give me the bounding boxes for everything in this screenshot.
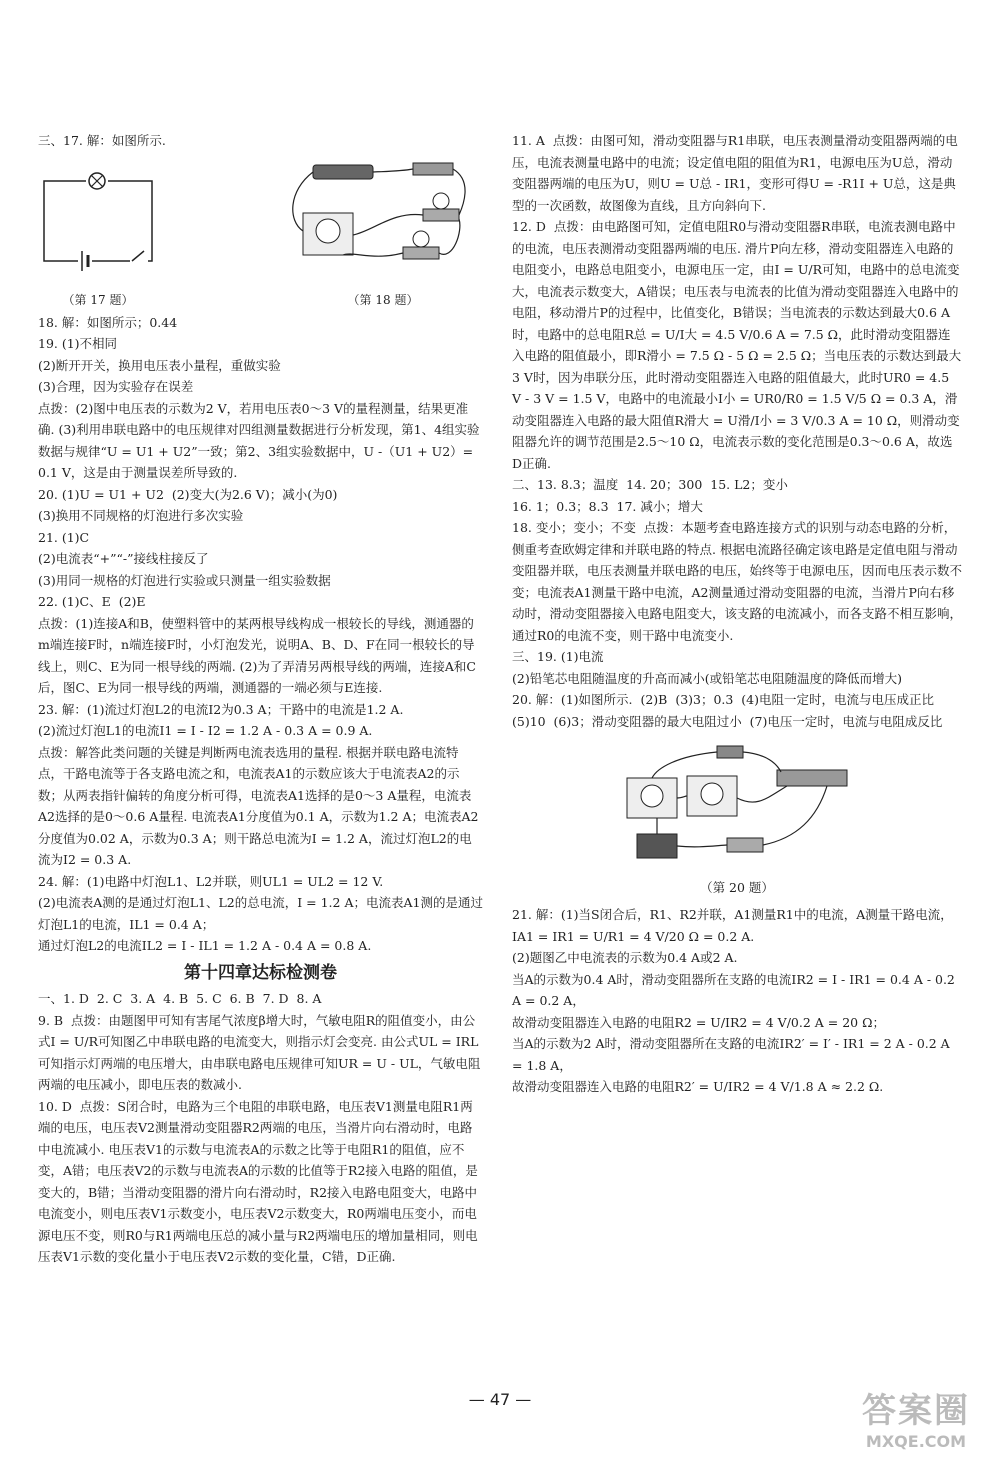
- q19-2: (2)铅笔芯电阻随温度的升高而减小(或铅笔芯电阻随温度的降低而增大): [512, 670, 902, 686]
- q21-1: 21. (1)C: [38, 529, 90, 545]
- q21-2: (2)电流表“+”“-”接线柱接反了: [38, 551, 209, 566]
- left-column: [38, 130, 483, 1268]
- q23-2: (2)流过灯泡L1的电流I1 = I - I2 = 1.2 A - 0.3 A = 0.9 A.: [38, 723, 373, 738]
- q24-1: 24. 解：(1)电路中灯泡L1、L2并联，则UL1 = UL2 = 12 V.: [38, 873, 384, 889]
- q16-17: 16. 1；0.3；8.3 17. 减小；增大: [512, 498, 703, 514]
- q19-2: (2)断开开关，换用电压表小量程，重做实验: [38, 357, 281, 373]
- q20-3: (3)换用不同规格的灯泡进行多次实验: [38, 508, 244, 523]
- section-title: 第十四章达标检测卷: [184, 962, 337, 983]
- q22-hint: 点拨：(1)连接A和B，使塑料管中的某两根导线构成一根较长的导线，测通器的m端连接F时，n端连接F时，小灯泡发光，说明A、B、D、F在同一根较长的导线上，则C、E为同一根导线的两端. (2)为了弄清另两根导线的两端，连接A和C后，图C、E为同一根导线的两端，测通器的一端必须与E连接.: [38, 615, 476, 695]
- q10: 10. D 点拨：S闭合时，电路为三个电阻的串联电路，电压表V1测量电阻R1两端的电压，电压表V2测量滑动变阻器R2两端的电压，当滑片向右滑动时，电路中电流减小. 电压表V1的示数与电流表A的示数之比等于电阻R1的阻值，应不变，A错；电压表V2的示数与电流表A的示数的比值等于R2接入电路的阻值，是变大的，B错；当滑动变阻器的滑片向右滑动时，R2接入电路电阻变大，电路中电流变小，则电压表V1示数变小，电压表V2示数变大，R0两端电压变小，而电源电压不变，则R0与R1两端电压总的减小量与R2两端电压的增加量相同，则电压表V1示数的变化量小于电压表V2示数的变化量，C错，D正确.: [38, 1098, 478, 1264]
- figure-18: [283, 151, 483, 312]
- figure-20: [512, 738, 962, 898]
- q9: 9. B 点拨：由题图甲可知有害尾气浓度β增大时，气敏电阻R的阻值变小，由公式I = U/R可知图乙中串联电路的电流变大，则指示灯会变亮. 由公式UL = IRL可知指示灯两端的电压增大，由串联电路电压规律可知UR = U - UL，气敏电阻两端的电压减小，即电压表的数减小.: [38, 1012, 481, 1092]
- q19-hint: 点拨：(2)图中电压表的示数为2 V，若用电压表0～3 V的量程测量，结果更准确. (3)利用串联电路中的电压规律对四组测量数据进行分析发现，第1、4组实验数据与规律“U = U1 + U2”一致；第2、3组实验数据中，U -（U1 + U2）= 0.1 V，这是由于测量误差所导致的.: [38, 400, 480, 480]
- q21-4: 故滑动变阻器连入电路的电阻R2 = U/IR2 = 4 V/0.2 A = 20 Ω；: [512, 1014, 885, 1030]
- figure-row-17-18: [38, 152, 483, 312]
- q11: 11. A 点拨：由图可知，滑动变阻器与R1串联，电压表测量滑动变阻器两端的电压，电流表测量电路中的电流；设定值电阻的阻值为R1，电源电压为U总，滑动变阻器两端的电压为U，则U = U总 - IR1，变形可得U = -R1I + U总，这是典型的一次函数，故图像为直线，且方向斜向下.: [512, 133, 958, 213]
- q21-6: 故滑动变阻器连入电路的电阻R2′ = U/IR2 = 4 V/1.8 A ≈ 2.2 Ω.: [512, 1079, 884, 1094]
- q19-1: 19. (1)不相同: [38, 336, 118, 351]
- watermark-logo: 答案圈: [862, 1391, 970, 1431]
- circuit-diagram-17: [38, 171, 158, 281]
- figure-20-caption: （第 20 题）: [700, 879, 774, 895]
- q22: 22. (1)C、E (2)E: [38, 594, 146, 609]
- q19-3: (3)合理，因为实验存在误差: [38, 379, 194, 394]
- q21-3: (3)用同一规格的灯泡进行实验或只测量一组实验数据: [38, 572, 331, 588]
- q21-1: 21. 解：(1)当S闭合后，R1、R2并联，A1测量R1中的电流，A测量干路电流，IA1 = IR1 = U/R1 = 4 V/20 Ω = 0.2 A.: [512, 907, 953, 944]
- watermark-url: MXQE.COM: [865, 1432, 967, 1451]
- q20: 20. 解：(1)如图所示. (2)B (3)3；0.3 (4)电阻一定时，电流与电压成正比 (5)10 (6)3；滑动变阻器的最大电阻过小 (7)电压一定时，电流与电阻成反比: [512, 692, 943, 729]
- circuit-photo-20: [617, 738, 857, 868]
- page-number: — 47 —: [468, 1390, 532, 1409]
- figure-17: [38, 171, 158, 312]
- circuit-photo-18: [283, 151, 483, 281]
- right-column: [512, 130, 962, 1098]
- figure-18-caption: （第 18 题）: [347, 293, 419, 307]
- q12: 12. D 点拨：由电路图可知，定值电阻R0与滑动变阻器R串联，电流表测电路中的电流，电压表测滑动变阻器两端的电压. 滑片P向左移，滑动变阻器连入电路的电阻变小，电路总电阻变小，电源电压一定，由I = U/R可知，电路中的总电流变大，电流表示数变大，A错误；电压表与电流表的比值为滑动变阻器连入电路中的电阻，移动滑片P的过程中，比值变化，B错误；当电流表的示数达到最大0.6 A时，电路中的总电阻R总 = U/I大 = 4.5 V/0.6 A = 7.5 Ω，此时滑动变阻器连入电路的阻值最小，即R滑小 = 7.5 Ω - 5 Ω = 2.5 Ω；当电压表的示数达到最大3 V时，因为串联分压，此时滑动变阻器连入电路的阻值最大，此时UR0 = 4.5 V - 3 V = 1.5 V，电路中的电流最小I小 = UR0/R0 = 1.5 V/5 Ω = 0.3 A，滑动变阻器连入电路的最大阻值R滑大 = U滑/I小 = 3 V/0.3 A = 10 Ω，则滑动变阻器允许的调节范围是2.5～10 Ω，电流表示数的变化范围是0.3～0.6 A，故选D正确.: [512, 219, 962, 471]
- q24-2: (2)电流表A测的是通过灯泡L1、L2的总电流，I = 1.2 A；电流表A1测的是通过灯泡L1的电流，IL1 = 0.4 A；: [38, 895, 483, 932]
- q23-1: 23. 解：(1)流过灯泡L2的电流I2为0.3 A；干路中的电流是1.2 A.: [38, 701, 404, 717]
- q20-1: 20. (1)U = U1 + U2 (2)变大(为2.6 V)；减小(为0): [38, 486, 338, 502]
- q24-3: 通过灯泡L2的电流IL2 = I - IL1 = 1.2 A - 0.4 A = 0.8 A.: [38, 938, 372, 953]
- mcq-answers: 一、1. D 2. C 3. A 4. B 5. C 6. B 7. D 8. A: [38, 991, 322, 1006]
- q17: 三、17. 解：如图所示.: [38, 133, 166, 148]
- watermark: [862, 1383, 970, 1451]
- q21-5: 当A的示数为2 A时，滑动变阻器所在支路的电流IR2′ = I′ - IR1 = 2 A - 0.2 A = 1.8 A，: [512, 1036, 954, 1073]
- figure-17-caption: （第 17 题）: [62, 293, 134, 307]
- q21-2: (2)题图乙中电流表的示数为0.4 A或2 A.: [512, 950, 738, 965]
- q19-1: 三、19. (1)电流: [512, 649, 604, 664]
- q23-hint: 点拨：解答此类问题的关键是判断两电流表选用的量程. 根据并联电路电流特点，干路电流等于各支路电流之和，电流表A1的示数应该大于电流表A2的示数；从两表指针偏转的角度分析可得，电流表A1选择的是0～3 A量程，电流表A2选择的是0～0.6 A量程. 电流表A1分度值为0.1 A，示数为1.2 A；电流表A2分度值为0.02 A，示数为0.3 A；则干路总电流为I = 1.2 A，流过灯泡L2的电流为I2 = 0.3 A.: [38, 744, 479, 867]
- q21-3: 当A的示数为0.4 A时，滑动变阻器所在支路的电流IR2 = I - IR1 = 0.4 A - 0.2 A = 0.2 A，: [512, 971, 959, 1008]
- q18: 18. 解：如图所示；0.44: [38, 314, 178, 330]
- q13-15: 二、13. 8.3；温度 14. 20；300 15. L2；变小: [512, 477, 788, 492]
- q18: 18. 变小；变小；不变 点拨：本题考查电路连接方式的识别与动态电路的分析，侧重考查欧姆定律和并联电路的特点. 根据电流路径确定该电路是定值电阻与滑动变阻器并联，电压表测量并联电路的电压，始终等于电源电压，因而电压表示数不变；电流表A1测量干路中电流，A2测量通过滑动变阻器的电流，当滑片P向右移动时，滑动变阻器接入电路电阻变大，该支路的电流减小，而各支路不相互影响，通过R0的电流不变，则干路中电流变小.: [512, 520, 963, 643]
